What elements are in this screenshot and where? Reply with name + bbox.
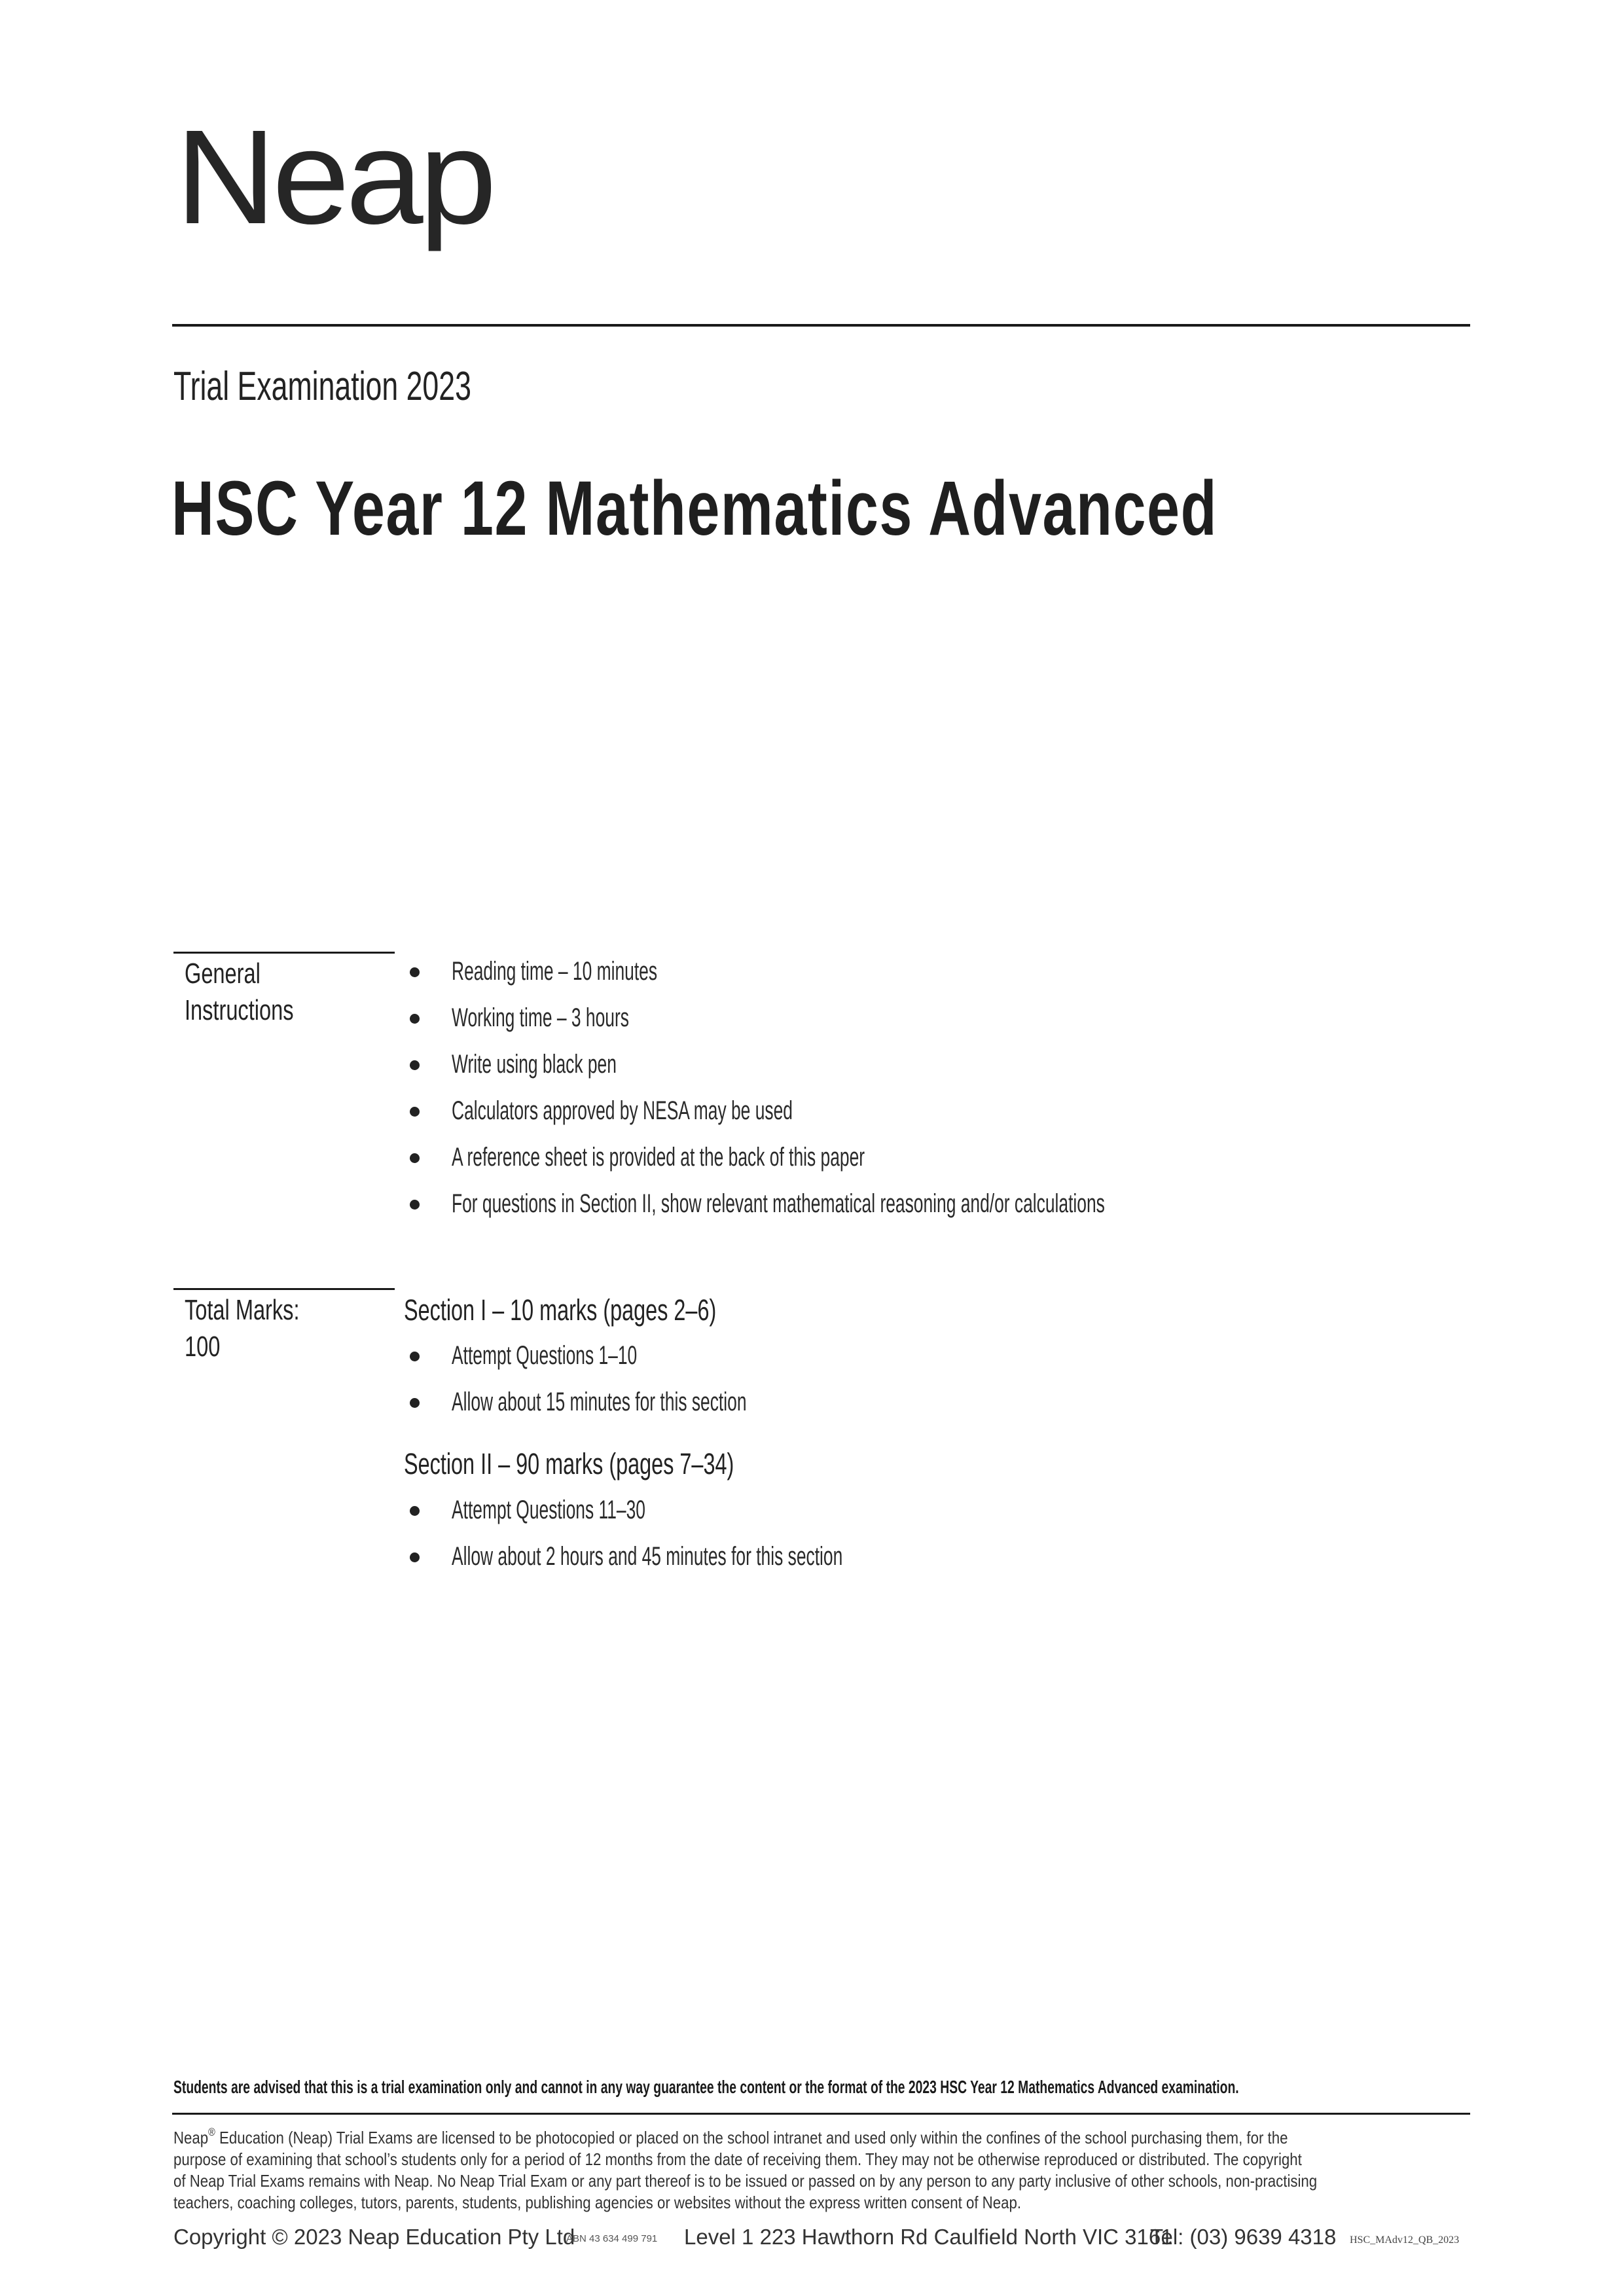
bullet-icon: [410, 1107, 420, 1117]
total-marks-value: 100: [185, 1331, 221, 1363]
footer-divider: [172, 2113, 1470, 2115]
bullet-icon: [410, 1352, 420, 1361]
bullet-icon: [410, 1060, 420, 1070]
instruction-text: Working time – 3 hours: [452, 1003, 629, 1032]
phone-text: Tel: (03) 9639 4318: [1150, 2225, 1337, 2249]
section-1-heading: [404, 1292, 838, 1329]
instruction-text: Write using black pen: [452, 1050, 617, 1079]
section-2-heading: [404, 1446, 862, 1482]
total-marks-label: [185, 1292, 340, 1365]
exam-subtitle-text: Trial Examination 2023: [173, 364, 471, 409]
section-item-text: Allow about 15 minutes for this section: [452, 1388, 747, 1416]
licence-line: purpose of examining that school’s students only for a period of 12 months from the date of receiving them. They may not be otherwise reproduced or distributed. The copyright: [173, 2149, 1302, 2169]
neap-logo: Neap: [175, 102, 493, 252]
instruction-text: Reading time – 10 minutes: [452, 957, 658, 986]
bullet-icon: [410, 1398, 420, 1408]
instruction-text: A reference sheet is provided at the back of this paper: [452, 1143, 865, 1172]
general-instructions-label: [185, 956, 332, 1029]
bullet-icon: [410, 1552, 420, 1562]
bullet-icon: [410, 1200, 420, 1210]
bullet-icon: [410, 1506, 420, 1516]
section-1-heading-text: Section I – 10 marks (pages 2–6): [404, 1293, 717, 1327]
licence-line: Education (Neap) Trial Exams are licensed to be photocopied or placed on the school intranet and used only within the confines of the school purchasing them, for the: [215, 2128, 1288, 2147]
registered-mark: ®: [208, 2126, 215, 2138]
instruction-text: Calculators approved by NESA may be used: [452, 1096, 793, 1125]
address-text: Level 1 223 Hawthorn Rd Caulfield North VIC 3161: [684, 2225, 1173, 2249]
exam-subtitle: [173, 364, 587, 409]
licence-brand: Neap: [173, 2128, 209, 2147]
total-marks-divider: [173, 1288, 395, 1290]
licence-notice: [173, 2127, 1470, 2214]
instruction-text: For questions in Section II, show relevant mathematical reasoning and/or calculations: [452, 1189, 1105, 1218]
page-title-text: HSC Year 12 Mathematics Advanced: [171, 465, 1218, 552]
licence-line: teachers, coaching colleges, tutors, parents, students, publishing agencies or websites without the express written consent of Neap.: [173, 2193, 1022, 2212]
advisory-text: Students are advised that this is a trial examination only and cannot in any way guarantee the content or the format of the 2023 HSC Year 12 Mathematics Advanced examination.: [173, 2077, 1239, 2097]
general-label-line1: General: [185, 958, 261, 990]
bullet-icon: [410, 967, 420, 977]
bullet-icon: [410, 1014, 420, 1024]
general-instructions-divider: [173, 952, 395, 954]
section-item-text: Attempt Questions 11–30: [452, 1496, 645, 1524]
section-item-text: Allow about 2 hours and 45 minutes for this section: [452, 1542, 843, 1571]
bullet-icon: [410, 1153, 420, 1163]
section-item-text: Attempt Questions 1–10: [452, 1341, 638, 1370]
total-marks-label-text: Total Marks:: [185, 1294, 300, 1326]
page-title: [171, 465, 1544, 552]
licence-line: of Neap Trial Exams remains with Neap. No Neap Trial Exam or any part thereof is to be issued or passed on by any person to any party inclusive of other schools, non-practising: [173, 2171, 1318, 2191]
document-code: HSC_MAdv12_QB_2023: [1350, 2234, 1460, 2246]
copyright-text: Copyright © 2023 Neap Education Pty Ltd: [173, 2225, 575, 2249]
advisory-notice: [173, 2078, 1624, 2096]
abn-text: ABN 43 634 499 791: [566, 2233, 658, 2244]
section-2-heading-text: Section II – 90 marks (pages 7–34): [404, 1447, 734, 1480]
general-label-line2: Instructions: [185, 994, 294, 1026]
header-divider: [172, 324, 1470, 327]
